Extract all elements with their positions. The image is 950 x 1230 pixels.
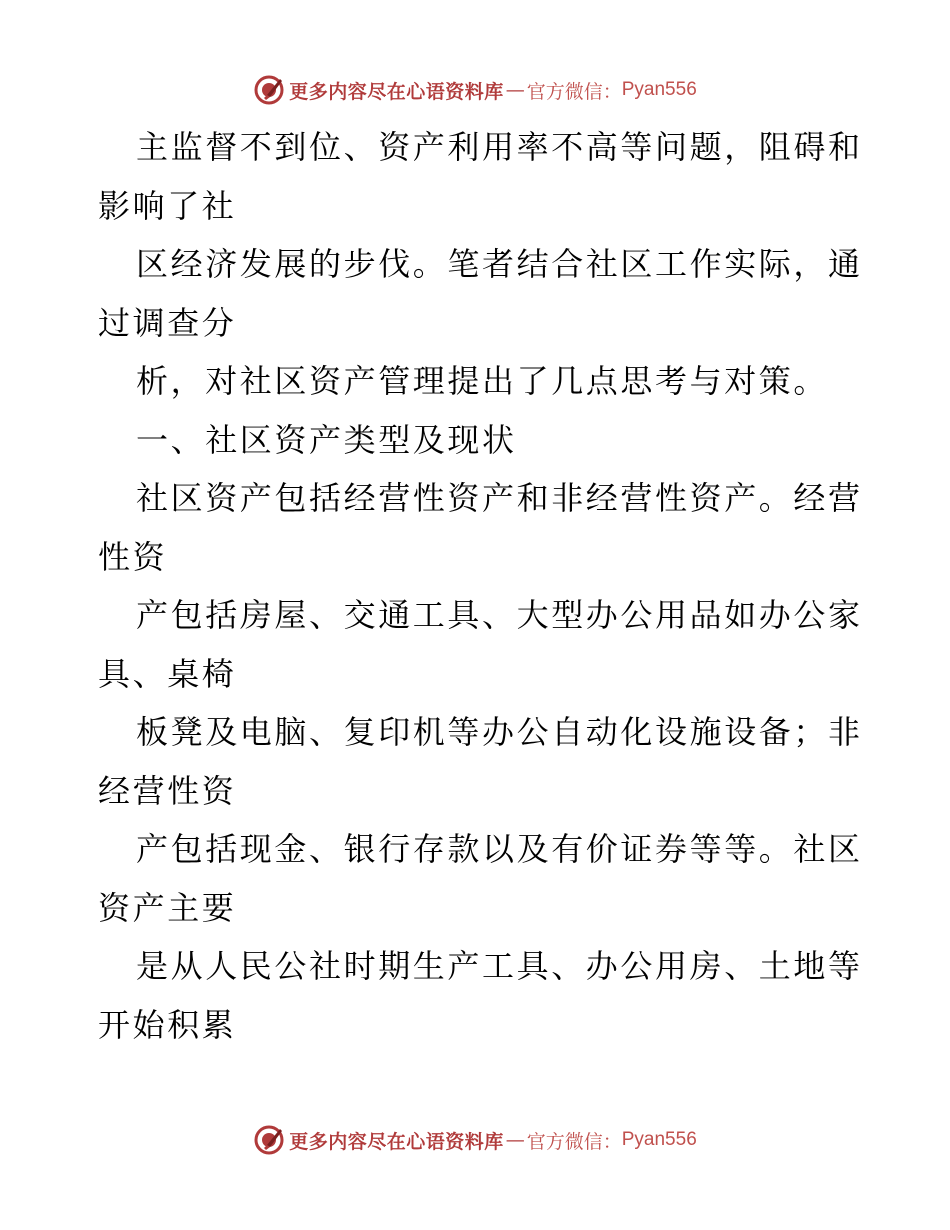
footer-wechat-id: Pyan556 <box>621 1129 697 1150</box>
page-header-banner <box>0 70 950 110</box>
body-text-line: 是从人民公社时期生产工具、办公用房、土地等 <box>136 947 863 985</box>
body-text-line: 一、社区资产类型及现状 <box>136 420 517 459</box>
footer-dash: — <box>505 1129 525 1151</box>
body-text-line: 板凳及电脑、复印机等办公自动化设施设备；非 <box>136 713 863 751</box>
header-dash: — <box>505 79 525 101</box>
body-text-line: 开始积累 <box>98 1005 237 1044</box>
pen-nib-logo-icon <box>253 1124 285 1156</box>
header-site-text: 更多内容尽在心语资料库 <box>289 80 504 103</box>
body-text-line: 资产主要 <box>98 888 237 927</box>
body-text-line: 影响了社 <box>98 186 237 225</box>
footer-site-text: 更多内容尽在心语资料库 <box>289 1130 504 1153</box>
body-text-line: 具、桌椅 <box>98 654 237 693</box>
body-text-line: 性资 <box>98 537 168 576</box>
body-text-line: 析，对社区资产管理提出了几点思考与对策。 <box>136 362 829 400</box>
body-text-line: 产包括现金、银行存款以及有价证券等等。社区 <box>136 830 863 868</box>
body-text-line: 产包括房屋、交通工具、大型办公用品如办公家 <box>136 596 863 634</box>
body-text-line: 区经济发展的步伐。笔者结合社区工作实际，通 <box>136 245 863 283</box>
body-text-line: 过调查分 <box>98 303 237 342</box>
header-wechat-label: 官方微信： <box>526 80 622 103</box>
body-text-line: 经营性资 <box>98 771 237 810</box>
body-text-line: 社区资产包括经营性资产和非经营性资产。经营 <box>136 479 863 517</box>
body-text-line: 主监督不到位、资产利用率不高等问题，阻碍和 <box>136 128 863 166</box>
footer-wechat-label: 官方微信： <box>526 1130 622 1153</box>
page-footer-banner <box>0 1120 950 1160</box>
header-wechat-id: Pyan556 <box>621 79 697 100</box>
pen-nib-logo-icon <box>253 74 285 106</box>
document-body <box>98 118 863 1054</box>
